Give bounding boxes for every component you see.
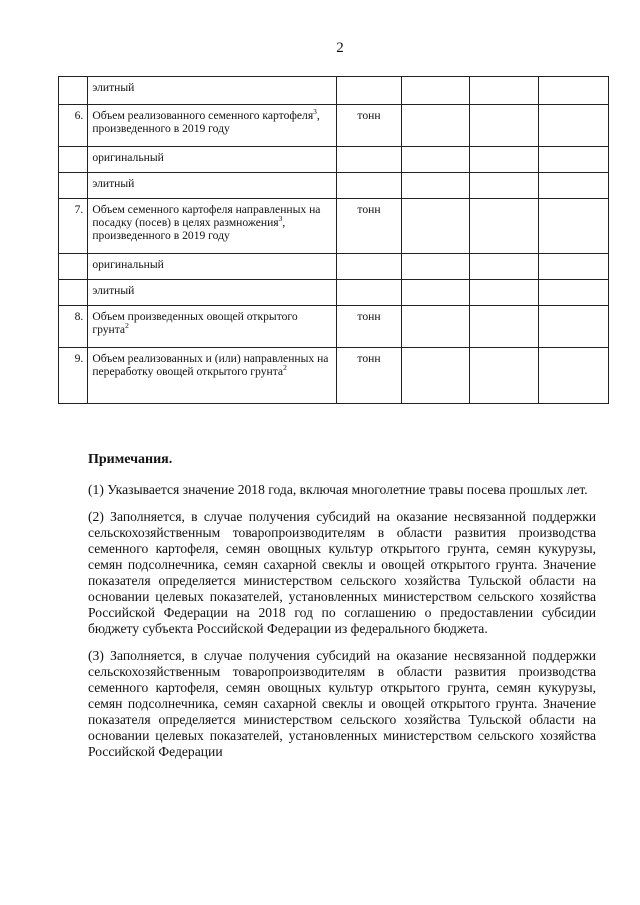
value-cell [470, 348, 539, 404]
table-row [59, 173, 609, 199]
footnote-ref: 2 [283, 363, 287, 373]
row-name-text: элитный [92, 177, 135, 190]
table-row [59, 105, 609, 147]
note-item-2: (2) Заполняется, в случае получения субсидий на оказание несвязанной поддержки сельскохозяйственным товаропроизводителям в области развития производства семенного картофеля, семян овощных культур открытого грунта, семян кукурузы, семян подсолнечника, семян сахарной свеклы и овощей открытого грунта. Значение показателя определяется министерством сельского хозяйства Тульской области на основании целевых показателей, установленных министерством сельского хозяйства Российской Федерации на 2018 год по соглашению о предоставлении субсидии бюджету субъекта Российской Федерации из федерального бюджета. [88, 509, 596, 636]
row-number [59, 77, 88, 105]
value-cell [538, 199, 608, 254]
page-number: 2 [336, 40, 344, 56]
value-cell [401, 105, 470, 147]
row-unit: тонн [337, 199, 401, 254]
value-cell [470, 280, 539, 306]
value-cell [470, 199, 539, 254]
row-number: 7. [59, 199, 88, 254]
notes-section [88, 452, 596, 760]
row-name-text: Объем семенного картофеля направленных на посадку (посев) в целях размножения [92, 203, 321, 229]
row-name [88, 306, 337, 348]
row-name [88, 105, 337, 147]
value-cell [401, 280, 470, 306]
row-name-text: Объем произведенных овощей открытого грунта [92, 310, 298, 336]
value-cell [401, 348, 470, 404]
value-cell [401, 254, 470, 280]
footnote-ref: 3 [313, 107, 317, 117]
row-name [88, 77, 337, 105]
row-name-tail: , произведенного в 2019 году [92, 109, 320, 135]
row-number [59, 147, 88, 173]
footnote-ref: 3 [278, 214, 283, 224]
value-cell [538, 348, 608, 404]
row-name-text: элитный [92, 81, 135, 94]
row-name-text: Объем реализованных и (или) направленных на переработку овощей открытого грунта [92, 352, 329, 378]
row-unit: тонн [337, 105, 401, 147]
value-cell [401, 147, 470, 173]
row-name [88, 280, 337, 306]
row-name-text: Объем реализованного семенного картофеля [92, 109, 314, 122]
note-item-1: (1) Указывается значение 2018 года, включая многолетние травы посева прошлых лет. [88, 482, 588, 497]
row-name [88, 199, 337, 254]
value-cell [538, 280, 608, 306]
value-cell [401, 173, 470, 199]
value-cell [538, 147, 608, 173]
value-cell [538, 173, 608, 199]
table-row [59, 280, 609, 306]
value-cell [538, 105, 608, 147]
row-number [59, 173, 88, 199]
row-name-text: оригинальный [92, 151, 164, 164]
note-item-3: (3) Заполняется, в случае получения субсидий на оказание несвязанной поддержки сельскохозяйственным товаропроизводителям в области развития производства семенного картофеля, семян овощных культур открытого грунта, семян кукурузы, семян подсолнечника, семян сахарной свеклы и овощей открытого грунта. Значение показателя определяется министерством сельского хозяйства Тульской области на основании целевых показателей, установленных министерством сельского хозяйства Российской Федерации [88, 648, 596, 759]
row-name [88, 348, 337, 404]
row-name-text: оригинальный [92, 258, 164, 271]
value-cell [538, 254, 608, 280]
indicators-table [58, 76, 609, 404]
value-cell [470, 77, 539, 105]
notes-title: Примечания. [88, 452, 173, 467]
footnote-ref: 2 [125, 321, 129, 331]
row-number [59, 254, 88, 280]
value-cell [538, 77, 608, 105]
value-cell [401, 77, 470, 105]
row-name-text: элитный [92, 284, 135, 297]
row-unit [337, 147, 401, 173]
table-row [59, 306, 609, 348]
row-name [88, 147, 337, 173]
value-cell [401, 306, 470, 348]
value-cell [538, 306, 608, 348]
row-unit: тонн [337, 306, 401, 348]
value-cell [470, 173, 539, 199]
value-cell [470, 306, 539, 348]
row-number: 6. [59, 105, 88, 147]
row-unit [337, 254, 401, 280]
table-row [59, 147, 609, 173]
row-name [88, 254, 337, 280]
value-cell [470, 147, 539, 173]
row-number [59, 280, 88, 306]
row-number: 8. [59, 306, 88, 348]
table-row [59, 254, 609, 280]
table-row [59, 77, 609, 105]
row-unit [337, 173, 401, 199]
row-unit [337, 77, 401, 105]
table-row [59, 348, 609, 404]
row-unit [337, 280, 401, 306]
value-cell [470, 105, 539, 147]
row-number: 9. [59, 348, 88, 404]
table-row [59, 199, 609, 254]
row-name [88, 173, 337, 199]
value-cell [401, 199, 470, 254]
row-unit: тонн [337, 348, 401, 404]
value-cell [470, 254, 539, 280]
row-name-tail: , произведенного в 2019 году [92, 216, 286, 242]
